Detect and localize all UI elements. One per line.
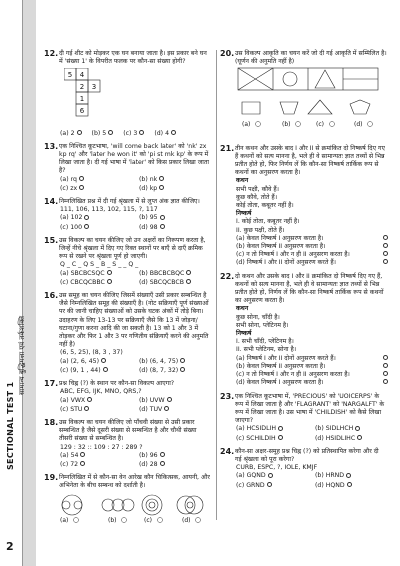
radio-icon[interactable] xyxy=(80,452,85,457)
radio-icon[interactable] xyxy=(357,435,362,440)
question-13 xyxy=(44,143,214,193)
radio-icon[interactable] xyxy=(383,363,388,368)
option-a[interactable]: (a) (2, 6, 45) xyxy=(60,358,135,366)
question-text: दो कथन और उसके बाद I और II क्रमांकित दो निष्कर्ष दिए गए हैं, कथनों को सत्य मानना है, भले ही वे सामान्यतः ज्ञात तथ्यों से भिन्न प्रतीत होते हो, निर्णय लें कि कौन-सा निष्कर्ष तार्किक रूप से कथनों का अनुसरण करता है। xyxy=(235,272,384,305)
option-b[interactable]: (b) HRND xyxy=(315,472,390,480)
net-cell: 5 xyxy=(67,71,73,80)
option-a[interactable]: (a) 54 xyxy=(60,452,135,460)
radio-icon[interactable] xyxy=(160,461,165,466)
column-divider xyxy=(216,50,217,520)
option-c[interactable]: (c) न तो निष्कर्ष I और न ही II अनुसरण करता है। xyxy=(236,251,388,259)
option-a[interactable]: (a) निष्कर्ष I और II दोनों अनुसरण करते हैं। xyxy=(236,355,388,363)
option-c[interactable]: (c) zx xyxy=(60,185,135,193)
radio-icon[interactable] xyxy=(108,130,113,135)
option-c[interactable]: (c) 3 xyxy=(123,130,144,138)
radio-icon[interactable] xyxy=(87,397,92,402)
radio-icon[interactable] xyxy=(368,122,373,127)
option-b[interactable]: (b) (6, 4, 75) xyxy=(139,358,214,366)
sectional-test-title: SECTIONAL TEST 1 xyxy=(6,381,15,470)
radio-icon[interactable] xyxy=(180,358,185,363)
venn-option-label: (d) xyxy=(182,516,191,524)
radio-icon[interactable] xyxy=(296,122,301,127)
question-number: 13. xyxy=(44,141,59,151)
option-a[interactable]: (a) GQND xyxy=(236,472,311,480)
left-column xyxy=(44,50,214,533)
options xyxy=(60,452,214,469)
question-number: 17. xyxy=(44,379,59,389)
radio-icon[interactable] xyxy=(159,176,164,181)
option-d[interactable]: (d) 28 xyxy=(139,461,214,469)
options xyxy=(60,130,214,138)
number-series: 111, 106, 113, 102, 115, ?, 117 xyxy=(60,206,158,214)
question-number: 20. xyxy=(220,49,235,58)
option-a[interactable]: (a) केवल निष्कर्ष I अनुसरण करता है। xyxy=(236,235,388,243)
option-d[interactable]: (d) HQND xyxy=(315,482,390,490)
subject-title: सामान्य बुद्धिमत्ता एवं तर्कशक्ति xyxy=(18,315,26,395)
question-number: 22. xyxy=(220,271,235,281)
question-24 xyxy=(220,448,390,490)
question-22 xyxy=(220,273,390,388)
question-number: 21. xyxy=(220,143,235,153)
question-20 xyxy=(220,50,390,140)
option-a[interactable]: (a) rq xyxy=(60,176,135,184)
radio-icon[interactable] xyxy=(346,473,351,478)
conclusion: I. सभी चाँदी, प्लेटिनम है। xyxy=(236,338,294,346)
radio-icon[interactable] xyxy=(186,270,191,275)
statement: कुछ कौवे, तोते हैं। xyxy=(236,193,278,201)
option-c[interactable]: (c) न तो निष्कर्ष I और न ही II अनुसरण करता है। xyxy=(236,371,388,379)
option-b[interactable]: (b) 96 xyxy=(139,452,214,460)
option-c[interactable]: (c) STU xyxy=(60,406,135,414)
radio-icon[interactable] xyxy=(160,452,165,457)
radio-icon[interactable] xyxy=(160,215,165,220)
radio-icon[interactable] xyxy=(103,367,108,372)
given-numbers: 129 : 32 :: 109 : 27 : 289 ? xyxy=(60,443,143,451)
radio-icon[interactable] xyxy=(256,122,261,127)
option-d[interactable]: (d) SBCQCBCB xyxy=(139,279,214,287)
option-b[interactable]: (b) 95 xyxy=(139,214,214,222)
cube-net-figure xyxy=(64,68,124,124)
option-a[interactable]: (a) 102 xyxy=(60,214,135,222)
option-b[interactable]: (b) 5 xyxy=(92,130,114,138)
question-number: 12. xyxy=(44,49,59,58)
option-d[interactable]: (d) TUV xyxy=(139,406,214,414)
question-number: 15. xyxy=(44,235,59,245)
letter-series: Q _ C _ Q S _ B _ S _ _ Q _ xyxy=(60,261,139,269)
option-b[interactable]: (b) UVW xyxy=(139,397,214,405)
options xyxy=(60,176,214,193)
question-text: उस समूह का चयन कीजिए जिसमें संख्याएँ उसी प्रकार सम्बन्धित है जैसे निम्नलिखित समूह की संख्याएँ है। (नोट सक्रियाएँ पूर्ण संख्याओं पर की जानी चाहिए संख्याओं को उसके घटक अंकों में तोड़े बिना। उदाहरण के लिए 13-13 पर सक्रियाएँ जैसे कि 13 में जोड़ना/घटाना/गुणा करना आदि की जा सकती है। 13 को 1 और 3 में तोड़कर और फिर 1 और 3 पर गणितीय संक्रियाएँ करने की अनुमति नहीं है) xyxy=(59,292,209,349)
question-text: तीन कथन और उसके बाद I और II से क्रमांकित दो निष्कर्ष दिए गए हैं कथनों को सत्य मानना है, भले ही वे सामान्यतः ज्ञात तथ्यों से भिन्न प्रतीत होते हो, फिर निर्णय लें कि कौन-सा निष्कर्ष तार्किक रूप से कथनों का अनुसरण करता है। xyxy=(235,144,385,177)
conclusion-label: निष्कर्ष xyxy=(236,210,252,218)
question-text: एक निश्चित कूटभाषा, 'will come back later' को 'nk' zx kp rq' और 'later he won it' को 'pi st mk kp' के रूप में लिखा जाता है। दी गई भाषा में 'later' को किस प्रकार लिखा जाता है? xyxy=(59,142,210,175)
radio-icon[interactable] xyxy=(267,482,272,487)
question-12 xyxy=(44,50,214,138)
venn-option-label: (a) xyxy=(60,516,69,524)
option-c[interactable]: (c) 100 xyxy=(60,224,135,232)
letter-series: ABC, EFG, IJK, MNO, QRS,? xyxy=(60,388,142,396)
conclusion: II. कुछ पक्षी, तोते हैं। xyxy=(236,226,285,234)
letter-series: CURB, ESPC, ?, IOLE, KMJF xyxy=(236,464,318,472)
question-19 xyxy=(44,474,214,528)
question-number: 18. xyxy=(44,417,59,427)
side-strip xyxy=(0,0,36,566)
radio-icon[interactable] xyxy=(139,130,144,135)
options xyxy=(60,214,214,231)
option-d[interactable]: (d) HSIDLIHC xyxy=(315,435,390,443)
figure-option-label: (d) xyxy=(354,121,363,129)
option-d[interactable]: (d) kp xyxy=(139,185,214,193)
option-b[interactable]: (b) केवल निष्कर्ष II अनुसरण करता है। xyxy=(236,363,388,371)
options xyxy=(60,270,214,287)
question-17 xyxy=(44,380,214,414)
radio-icon[interactable] xyxy=(383,379,388,384)
radio-icon[interactable] xyxy=(107,279,112,284)
question-23 xyxy=(220,393,390,443)
radio-icon[interactable] xyxy=(77,130,82,135)
radio-icon[interactable] xyxy=(84,406,89,411)
question-text: उस विकल्प आकृति का चयन करें जो दी गई आकृति में सम्मिलित है। (घूर्णन की अनुमति नहीं है) xyxy=(235,50,387,66)
question-number: 14. xyxy=(44,197,59,207)
figure-question xyxy=(220,66,390,136)
figure-option-label: (b) xyxy=(282,121,291,129)
radio-icon[interactable] xyxy=(160,224,165,229)
radio-icon[interactable] xyxy=(268,473,273,478)
question-number: 23. xyxy=(220,391,235,401)
venn-option-label: (c) xyxy=(144,516,152,524)
conclusion: II. सभी प्लेटिनम, सोना है। xyxy=(236,346,297,354)
option-c[interactable]: (c) CBCQCBBC xyxy=(60,279,135,287)
option-b[interactable]: (b) BBCBCBQC xyxy=(139,270,214,278)
option-a[interactable]: (a) 2 xyxy=(60,130,82,138)
question-text: निम्नलिखित में से कौन-सा वेन आरेख कौन चिकित्सक, आयनी, और अभिनेता के बीच सम्बन्ध को दर्शाती है। xyxy=(59,474,210,490)
radio-icon[interactable] xyxy=(101,358,106,363)
conclusion: I. कोई तोता, कबूतर नहीं है। xyxy=(236,218,300,226)
radio-icon[interactable] xyxy=(167,397,172,402)
radio-icon[interactable] xyxy=(383,251,388,256)
statement-label: कथन xyxy=(236,305,249,313)
net-cell: 2 xyxy=(79,83,85,92)
options xyxy=(60,358,214,375)
option-b[interactable]: (b) SIDLHCH xyxy=(315,425,390,433)
given-set: (6, 5, 25), (8, 3 , 37) xyxy=(60,349,123,357)
question-text: उस विकल्प का चयन कीजिए जो पाँचवी संख्या से उसी प्रकार सम्बन्धित है जैसे दूसरी संख्या से सम्बन्धित है और चौथी संख्या तीसरी संख्या से सम्बन्धित है। xyxy=(59,418,197,443)
option-a[interactable]: (a) VWX xyxy=(60,397,135,405)
option-a[interactable]: (a) SBCBCSQC xyxy=(60,270,135,278)
question-16 xyxy=(44,292,214,375)
options xyxy=(236,472,390,489)
radio-icon[interactable] xyxy=(74,517,79,522)
figure-option-label: (c) xyxy=(316,121,324,129)
radio-icon[interactable] xyxy=(84,215,89,220)
net-cell: 6 xyxy=(79,107,85,116)
question-text: दी गई शीट को मोड़कर एक घन बनाया जाता है। इस प्रकार बने घन में 'संख्या 1' के विपरीत फलक पर कौन-सा संख्या होगी? xyxy=(59,50,207,66)
question-number: 16. xyxy=(44,291,59,301)
radio-icon[interactable] xyxy=(383,355,388,360)
radio-icon[interactable] xyxy=(355,426,360,431)
question-text: उस विकल्प का चयन कीजिए जो उन अक्षरों का निरूपण करता है, जिन्हें नीचे श्रृंखला में दिए गए रिक्त स्थानों पर बाएँ से दाएँ क्रमिक रूप से रखने पर श्रृंखला पूर्ण हो जाएगी। xyxy=(59,236,206,261)
radio-icon[interactable] xyxy=(383,235,388,240)
figure-option-label: (a) xyxy=(242,121,251,129)
question-text: निम्नलिखित प्रश्न में दी गई श्रृंखला में से लुप्त अंक ज्ञात कीजिए। xyxy=(59,198,200,206)
conclusion-label: निष्कर्ष xyxy=(236,330,252,338)
right-column xyxy=(220,50,390,495)
radio-icon[interactable] xyxy=(347,482,352,487)
option-c[interactable]: (c) (9, 1 , 44) xyxy=(60,367,135,375)
net-cell: 1 xyxy=(79,95,85,104)
option-d[interactable]: (d) 4 xyxy=(154,130,176,138)
option-d[interactable]: (d) केवल निष्कर्ष I अनुसरण करता है। xyxy=(236,379,388,387)
radio-icon[interactable] xyxy=(107,270,112,275)
radio-icon[interactable] xyxy=(186,279,191,284)
radio-icon[interactable] xyxy=(122,517,127,522)
option-c[interactable]: (c) 72 xyxy=(60,461,135,469)
radio-icon[interactable] xyxy=(159,185,164,190)
question-text: कौन-सा अक्षर-समूह प्रश्न चिह्न (?) को प्रतिस्थापित करेगा और दी गई श्रृंखला को पूरा करेगा? xyxy=(235,447,379,463)
options xyxy=(236,425,390,442)
radio-icon[interactable] xyxy=(80,461,85,466)
option-d[interactable]: (d) 98 xyxy=(139,224,214,232)
statement: सभी सोना, प्लेटिनम है। xyxy=(236,321,289,329)
options xyxy=(60,397,214,414)
radio-icon[interactable] xyxy=(196,517,201,522)
radio-icon[interactable] xyxy=(383,259,388,264)
statement: कोई तोता, कबूतर नहीं है। xyxy=(236,202,294,210)
radio-icon[interactable] xyxy=(164,406,169,411)
strip-decoration xyxy=(0,0,36,566)
radio-icon[interactable] xyxy=(180,367,185,372)
venn-option-label: (b) xyxy=(108,516,117,524)
statement-label: कथन xyxy=(236,177,249,185)
statement: कुछ सोना, चाँदी है। xyxy=(236,313,280,321)
venn-options-figure xyxy=(44,491,214,525)
question-number: 19. xyxy=(44,473,59,483)
option-a[interactable]: (a) HCSIDLIH xyxy=(236,425,311,433)
option-b[interactable]: (b) केवल निष्कर्ष II अनुसरण करता है। xyxy=(236,243,388,251)
question-18 xyxy=(44,419,214,469)
question-21 xyxy=(220,145,390,268)
radio-icon[interactable] xyxy=(79,185,84,190)
option-c[interactable]: (c) SCHILDIH xyxy=(236,435,311,443)
question-text: एक निश्चित कूटभाषा में, 'PRECIOUS' को 'UOICERPS' के रूप में लिखा जाता है और 'FLAGRANT' को 'NARGALFT' के रूप में लिखा जाता है। उस भाषा में 'CHILDISH' को कैसे लिखा जाएगा? xyxy=(235,392,385,425)
question-text: प्रश्न चिह्न (?) के स्थान पर कौन-सा विकल्प आएगा? xyxy=(59,380,175,388)
radio-icon[interactable] xyxy=(84,224,89,229)
radio-icon[interactable] xyxy=(79,176,84,181)
question-14 xyxy=(44,198,214,232)
net-cell: 3 xyxy=(91,83,97,92)
question-15 xyxy=(44,237,214,287)
radio-icon[interactable] xyxy=(278,435,283,440)
radio-icon[interactable] xyxy=(383,371,388,376)
net-cell: 4 xyxy=(79,71,85,80)
page-number: 2 xyxy=(6,540,14,553)
radio-icon[interactable] xyxy=(330,122,335,127)
option-c[interactable]: (c) GRND xyxy=(236,482,311,490)
option-d[interactable]: (d) (8, 7, 32) xyxy=(139,367,214,375)
radio-icon[interactable] xyxy=(158,517,163,522)
radio-icon[interactable] xyxy=(278,426,283,431)
option-d[interactable]: (d) निष्कर्ष I और II दोनों अनुसरण करते हैं। xyxy=(236,259,388,267)
question-number: 24. xyxy=(220,446,235,456)
radio-icon[interactable] xyxy=(383,243,388,248)
option-b[interactable]: (b) nk xyxy=(139,176,214,184)
statement: सभी पक्षी, कौवे हैं। xyxy=(236,185,279,193)
radio-icon[interactable] xyxy=(171,130,176,135)
